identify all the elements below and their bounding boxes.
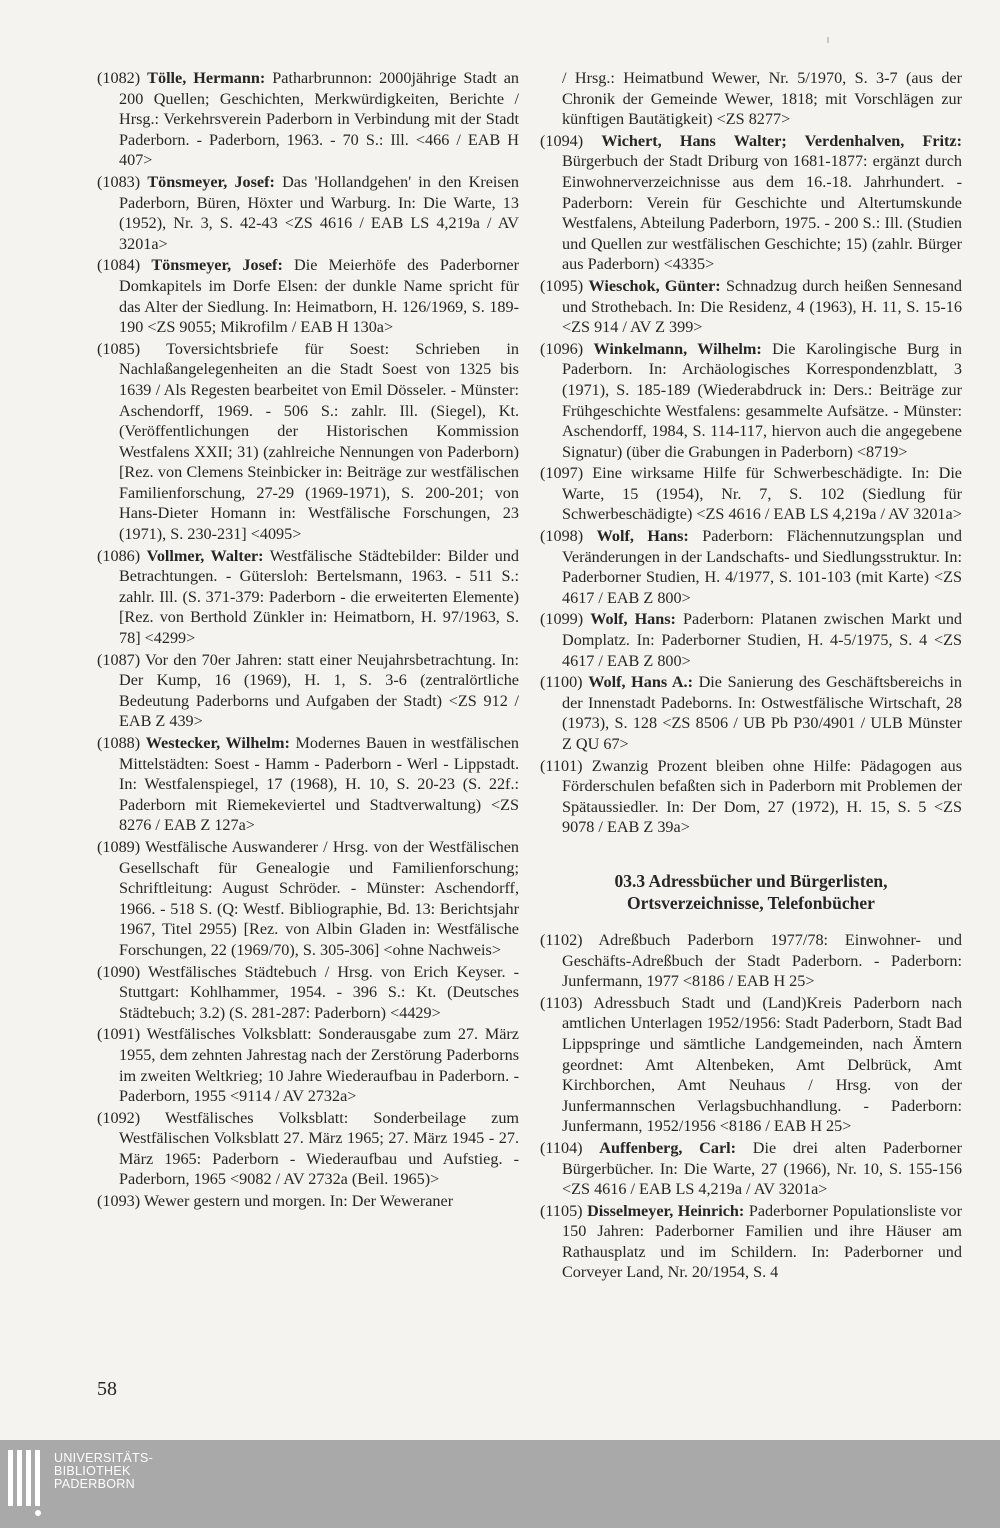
entry-number: (1084) — [97, 256, 141, 275]
entry-number: (1100) — [540, 673, 583, 692]
bibliography-entry — [540, 930, 962, 992]
entry-text: Paderborn: Flächennutzungsplan und Veränderungen in der Landschafts- und Siedlungsstruktur. In: Paderborner Studien, H. 4/1977, S. 101-103 (mit Karte) <ZS 4617 / EAB Z 800> — [562, 527, 962, 607]
entry-number: (1091) — [97, 1025, 141, 1044]
entry-text: Patharbrunnon: 2000jährige Stadt an 200 Quellen; Geschichten, Merkwürdigkeiten, Berichte / Hrsg.: Verkehrsverein Paderborn in Verbindung mit der Stadt Paderborn. - Paderborn, 1963. - 70 S.: Ill. <466 / EAB H 407> — [119, 69, 519, 170]
bibliography-entry — [540, 609, 962, 671]
entry-text: Die Sanierung des Geschäftsbereichs in der Innenstadt Padeborns. In: Ostwestfälische Wirtschaft, 28 (1973), S. 128 <ZS 8506 / UB Pb P30/4901 / ULB Münster Z QU 67> — [562, 673, 963, 753]
entry-number: (1101) — [540, 756, 583, 775]
library-name-line3: PADERBORN — [54, 1477, 135, 1491]
entry-text: Bürgerbuch der Stadt Driburg von 1681-1877: ergänzt durch Einwohnerverzeichnisse aus dem 16.-18. Jahrhundert. - Paderborn: Verein für Geschichte und Altertumskunde Westfalens, Abteilung Paderborn, 1975. - 200 S.: Ill. (Studien und Quellen zur westfälischen Geschichte; 15) (zahlr. Bürger aus Paderborn) <4335> — [562, 152, 962, 274]
entry-number: (1085) — [97, 339, 141, 358]
entry-text: Paderborner Populationsliste vor 150 Jahren: Paderborner Familien und ihre Häuser am Rathausplatz und im Schildern. In: Paderborner und Corveyer Land, Nr. 20/1954, S. 4 — [562, 1201, 963, 1282]
left-column — [97, 68, 519, 1213]
bibliography-entry — [540, 526, 962, 608]
section-heading — [540, 870, 962, 914]
entry-author: Tönsmeyer, Josef: — [151, 256, 283, 275]
entry-text: Das 'Hollandgehen' in den Kreisen Paderborn, Büren, Höxter und Warburg. In: Die Warte, 13 (1952), Nr. 3, S. 42-43 <ZS 4616 / EAB LS 4,219a / AV 3201a> — [119, 172, 520, 253]
entry-number: (1093) — [97, 1192, 141, 1211]
library-footer — [0, 1440, 1000, 1528]
entry-number: (1090) — [97, 962, 141, 981]
bibliography-entry — [97, 733, 519, 836]
bibliography-entry — [97, 1108, 519, 1190]
bibliography-entry — [540, 993, 962, 1137]
entry-author: Westecker, Wilhelm: — [145, 734, 290, 752]
entry-text: Modernes Bauen in westfälischen Mittelstädten: Soest - Hamm - Paderborn - Werl - Lippstadt. In: Westfalenspiegel, 17 (1968), H. 10, S. 20-23 (S. 22f.: Paderborn mit Riemekeviertel und Stadtverwaltung) <ZS 8276 / EAB Z 127a> — [119, 734, 520, 835]
bibliography-entry — [97, 255, 519, 337]
bibliography-entry — [97, 546, 519, 649]
entry-text: Zwanzig Prozent bleiben ohne Hilfe: Pädagogen aus Förderschulen befaßten sich in Paderborn mit Problemen der Spätaussiedler. In: Der Dom, 27 (1972), H. 15, S. 5 <ZS 9078 / EAB Z 39a> — [562, 756, 962, 837]
bibliography-entry — [540, 756, 962, 838]
entry-number: (1094) — [540, 131, 584, 150]
library-name-line2: BIBLIOTHEK — [54, 1464, 131, 1478]
entry-text: Adressbuch Stadt und (Land)Kreis Paderborn nach amtlichen Unterlagen 1952/1956: Stadt Paderborn, Stadt Bad Lippspringe und sämtliche Landgemeinden, nach Ämtern geordnet: Amt Altenbeken, Amt Delbrück, Amt Kirchborchen, Amt Neuhaus / Hrsg. von der Junfermannschen Verlagsbuchhandlung. - Paderborn: Junfermann, 1952/1956 <8186 / EAB H 25> — [562, 993, 963, 1136]
entry-author: Winkelmann, Wilhelm: — [593, 339, 762, 358]
entry-author: Wieschok, Günter: — [588, 276, 721, 295]
section-entries — [540, 930, 962, 1283]
bibliography-entry — [97, 650, 519, 732]
bibliography-entry — [540, 1201, 962, 1283]
library-logo-icon — [8, 1450, 48, 1516]
bibliography-entry — [97, 1191, 519, 1212]
entry-text: Die Karolingische Burg in Paderborn. In: Archäologisches Korrespondenzblatt, 3 (1971), S. 185-189 (Wiederabdruck in: Ders.: Beiträge zur Frühgeschichte Westfalens: gesammelte Aufsätze. - Münster: Aschendorff, 1984, S. 114-117, hiervon auch die angegebene Signatur) (über die Grabungen in Paderborn) <8719> — [562, 339, 962, 461]
entry-text: / Hrsg.: Heimatbund Wewer, Nr. 5/1970, S. 3-7 (aus der Chronik der Gemeinde Wewer, 1818; mit Vorschlägen zur künftigen Bautätigkeit) <ZS 8277> — [562, 69, 962, 129]
entry-number: (1097) — [540, 464, 584, 483]
entry-number: (1089) — [97, 837, 141, 856]
entry-number: (1095) — [540, 276, 584, 295]
entry-author: Wolf, Hans: — [596, 527, 689, 546]
entry-text: Westfälisches Volksblatt: Sonderbeilage zum Westfälischen Volksblatt 27. März 1965; 27. März 1945 - 27. März 1965: Paderborn - Wiederaufbau und Aufstieg. - Paderborn, 1965 <9082 / AV 2732a (Beil. 1965)> — [119, 1108, 519, 1189]
bibliography-entry — [97, 339, 519, 545]
entry-number: (1096) — [540, 339, 584, 358]
entry-number: (1104) — [540, 1138, 583, 1157]
entry-number: (1092) — [97, 1108, 141, 1127]
scan-mark — [827, 37, 829, 43]
entry-text: Adreßbuch Paderborn 1977/78: Einwohner- und Geschäfts-Adreßbuch der Stadt Paderborn. - Paderborn: Junfermann, 1977 <8186 / EAB H 25> — [562, 930, 962, 991]
entry-text: Toversichtsbriefe für Soest: Schrieben in Nachlaßangelegenheiten an die Stadt Soest von 1325 bis 1639 / Als Regesten bearbeitet von Emil Dösseler. - Münster: Aschendorff, 1969. - 506 S.: zahlr. Ill. (Siegel), Kt. (Veröffentlichungen der Historischen Kommission Westfalens XXII; 31) (zahlreiche Nennungen von Paderborn) [Rez. von Clemens Steinbicker in: Beiträge zur westfälischen Familienforschung, 27-29 (1969-1971), S. 200-201; von Hans-Dieter Homann in: Westfälische Forschungen, 23 (1971), S. 230-231] <4095> — [119, 339, 519, 544]
entry-text: Die drei alten Paderborner Bürgerbücher. In: Die Warte, 27 (1966), Nr. 10, S. 155-156 <ZS 4616 / EAB LS 4,219a / AV 3201a> — [562, 1138, 962, 1199]
page-number: 58 — [97, 1378, 117, 1400]
library-name — [54, 1452, 153, 1491]
entry-author: Tölle, Hermann: — [147, 69, 266, 87]
entry-number: (1099) — [540, 610, 584, 629]
bibliography-entry — [540, 1138, 962, 1200]
entry-author: Disselmeyer, Heinrich: — [587, 1201, 745, 1220]
entry-author: Tönsmeyer, Josef: — [147, 172, 275, 191]
entry-text: Vor den 70er Jahren: statt einer Neujahrsbetrachtung. In: Der Kump, 16 (1969), H. 1, S. 3-6 (zentralörtliche Bedeutung Paderborns und Aufgaben der Stadt) <ZS 912 / EAB Z 439> — [119, 650, 519, 731]
bibliography-entry — [540, 339, 962, 463]
entry-text: Paderborn: Platanen zwischen Markt und Domplatz. In: Paderborner Studien, H. 4-5/1975, S. 4 <ZS 4617 / EAB Z 800> — [562, 610, 963, 670]
bibliography-entry — [97, 962, 519, 1024]
entry-author: Auffenberg, Carl: — [599, 1138, 737, 1157]
entry-number: (1087) — [97, 650, 141, 669]
entry-number: (1082) — [97, 69, 141, 87]
section-heading-line2: Ortsverzeichnisse, Telefonbücher — [627, 892, 875, 913]
library-name-line1: UNIVERSITÄTS- — [54, 1451, 154, 1465]
entry-text: Westfälisches Städtebuch / Hrsg. von Erich Keyser. - Stuttgart: Kohlhammer, 1954. - 396 S.: Kt. (Deutsches Städtebuch; 3.2) (S. 281-287: Paderborn) <4429> — [119, 962, 519, 1022]
bibliography-entry — [97, 68, 519, 171]
entry-number: (1088) — [97, 734, 141, 752]
entry-text: Die Meierhöfe des Paderborner Domkapitels im Dorfe Elsen: der dunkle Name spricht für das Alter der Siedlung. In: Heimatborn, H. 126/1969, S. 189-190 <ZS 9055; Mikrofilm / EAB H 130a> — [119, 256, 519, 337]
entry-text: Eine wirksame Hilfe für Schwerbeschädigte. In: Die Warte, 15 (1954), Nr. 7, S. 102 (Siedlung für Schwerbeschädigte) <ZS 4616 / EAB LS 4,219a / AV 3201a> — [562, 464, 962, 524]
entry-text: Westfälische Auswanderer / Hrsg. von der Westfälischen Gesellschaft für Genealogie und Familienforschung; Schriftleitung: August Schröder. - Münster: Aschendorff, 1966. - 518 S. (Q: Westf. Bibliographie, Bd. 13: Berichtsjahr 1967, Titel 2955) [Rez. von Albin Gladen in: Westfälische Forschungen, 22 (1969/70), S. 305-306] <ohne Nachweis> — [119, 837, 519, 959]
entry-author: Wolf, Hans A.: — [588, 673, 693, 692]
bibliography-entry — [97, 1024, 519, 1106]
entry-number: (1105) — [540, 1201, 583, 1220]
right-column-entries — [540, 68, 962, 838]
entry-number: (1086) — [97, 546, 141, 565]
bibliography-entry — [540, 463, 962, 525]
entry-author: Wichert, Hans Walter; Verdenhalven, Fritz: — [601, 131, 963, 150]
section-heading-line1: 03.3 Adressbücher und Bürgerlisten, — [614, 870, 888, 891]
entry-number: (1103) — [540, 993, 583, 1012]
entry-text: Westfälische Städtebilder: Bilder und Betrachtungen. - Gütersloh: Bertelsmann, 1963. - 511 S.: zahlr. Ill. (S. 371-379: Paderborn - die erweiterten Elemente) [Rez. von Berthold Zünkler in: Heimatborn, H. 97/1963, S. 78] <4299> — [119, 546, 519, 648]
bibliography-entry — [540, 68, 962, 130]
entry-number: (1098) — [540, 527, 584, 546]
bibliography-entry — [97, 837, 519, 961]
entry-text: Wewer gestern und morgen. In: Der Weweraner — [143, 1192, 454, 1211]
entry-number: (1083) — [97, 172, 141, 191]
bibliography-entry — [540, 672, 962, 754]
bibliography-entry — [540, 131, 962, 275]
entry-text: Schnadzug durch heißen Sennesand und Strothebach. In: Die Residenz, 4 (1963), H. 11, S. 15-16 <ZS 914 / AV Z 399> — [562, 276, 963, 337]
bibliography-entry — [540, 276, 962, 338]
entry-number: (1102) — [540, 930, 583, 949]
bibliography-entry — [97, 172, 519, 254]
entry-author: Wolf, Hans: — [590, 610, 676, 629]
entry-text: Westfälisches Volksblatt: Sonderausgabe zum 27. März 1955, dem zehnten Jahrestag nach der Zerstörung Paderborns im zweiten Weltkrieg; 10 Jahre Wiederaufbau in Paderborn. - Paderborn, 1955 <9114 / AV 2732a> — [119, 1025, 519, 1106]
right-column — [540, 68, 962, 1284]
entry-author: Vollmer, Walter: — [146, 546, 264, 565]
